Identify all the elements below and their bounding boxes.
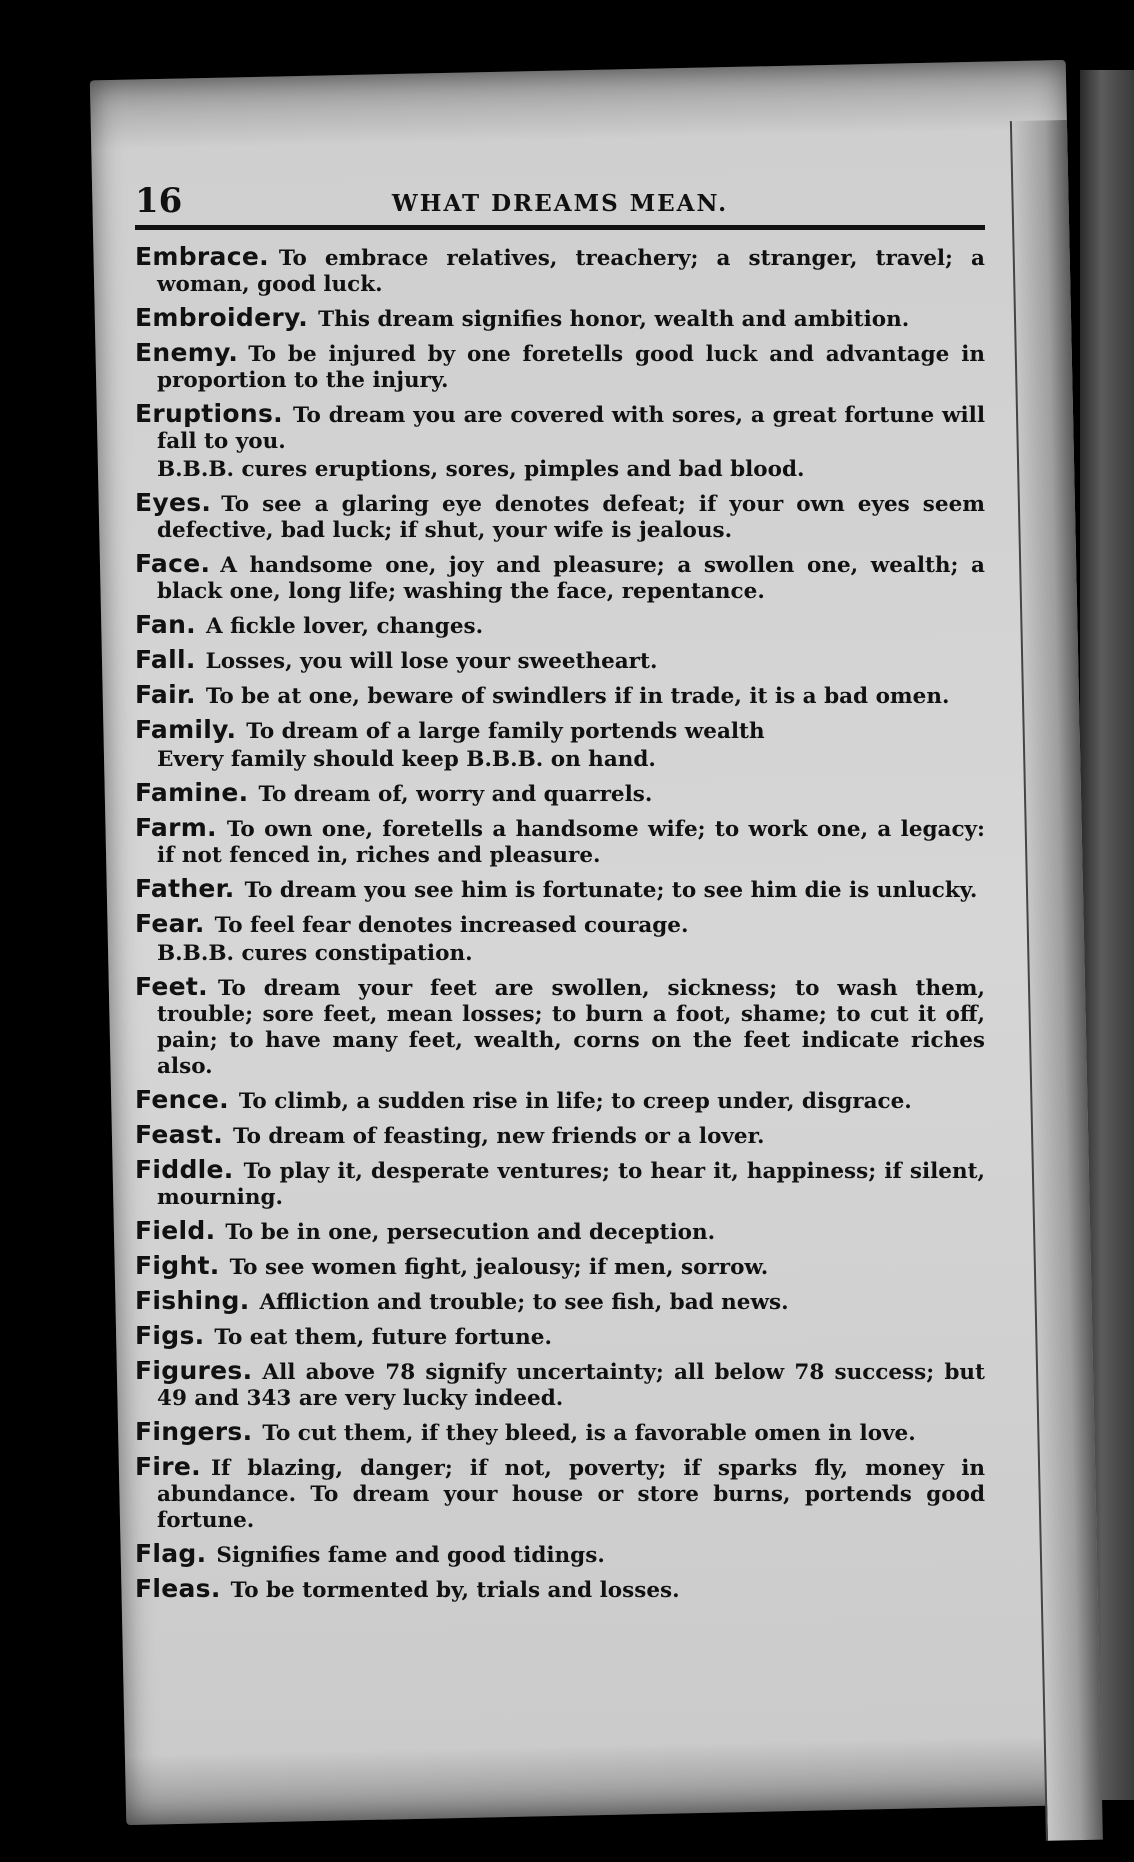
entry-definition: This dream signifies honor, wealth and ambition.: [318, 307, 910, 332]
entry-headword: Flag.: [135, 1539, 207, 1568]
entry-headword: Fiddle.: [135, 1155, 234, 1184]
dream-entry: [135, 1157, 985, 1211]
entry-definition: To own one, foretells a handsome wife; to work one, a legacy: if not fenced in, riches and pleasure.: [157, 817, 985, 868]
entry-definition: A handsome one, joy and pleasure; a swollen one, wealth; a black one, long life; washing the face, repentance.: [157, 553, 985, 604]
entry-definition: A fickle lover, changes.: [205, 614, 484, 639]
entry-headword: Feet.: [135, 972, 208, 1001]
entry-headword: Fair.: [135, 680, 196, 709]
dream-entry: [135, 1419, 985, 1447]
dream-entry: [135, 876, 985, 904]
entry-definition: To be tormented by, trials and losses.: [230, 1578, 680, 1603]
page-content: [135, 175, 985, 1611]
entry-definition: To cut them, if they bleed, is a favorable omen in love.: [262, 1421, 916, 1446]
dream-entry: [135, 911, 985, 967]
entry-definition: To dream your feet are swollen, sickness; to wash them, trouble; sore feet, mean losses; to burn a foot, shame; to cut it off, pain; to have many feet, wealth, corns on the feet indicate riches also.: [157, 976, 985, 1079]
dream-entry: [135, 401, 985, 483]
entry-headword: Fall.: [135, 645, 196, 674]
entry-headword: Fishing.: [135, 1286, 250, 1315]
entry-definition: To be in one, persecution and deception.: [225, 1220, 716, 1245]
entry-headword: Fear.: [135, 909, 205, 938]
entry-headword: Family.: [135, 715, 237, 744]
dream-entry: [135, 1218, 985, 1246]
dream-entry: [135, 340, 985, 394]
entry-headword: Fight.: [135, 1251, 220, 1280]
entry-definition: To dream of a large family portends wealth: [246, 719, 765, 744]
entry-definition: To be at one, beware of swindlers if in trade, it is a bad omen.: [205, 684, 950, 709]
dream-entries-list: [135, 244, 985, 1604]
entry-headword: Fingers.: [135, 1417, 253, 1446]
dream-entry: [135, 1253, 985, 1281]
dream-entry: [135, 647, 985, 675]
entry-definition: To see women fight, jealousy; if men, sorrow.: [229, 1255, 769, 1280]
dream-entry: [135, 1541, 985, 1569]
entry-definition: Losses, you will lose your sweetheart.: [205, 649, 658, 674]
entry-headword: Embrace.: [135, 242, 269, 271]
entry-definition: Signifies fame and good tidings.: [216, 1543, 605, 1568]
entry-definition: To eat them, future fortune.: [214, 1325, 552, 1350]
entry-definition: Affliction and trouble; to see fish, bad news.: [259, 1290, 789, 1315]
dream-entry: [135, 682, 985, 710]
dream-entry: [135, 974, 985, 1080]
entry-definition: To dream you see him is fortunate; to see him die is unlucky.: [244, 878, 978, 903]
entry-headword: Face.: [135, 549, 211, 578]
entry-advertisement-note: B.B.B. cures constipation.: [157, 941, 473, 966]
entry-advertisement-note: Every family should keep B.B.B. on hand.: [157, 747, 656, 772]
entry-advertisement-note: B.B.B. cures eruptions, sores, pimples and bad blood.: [157, 457, 805, 482]
dream-entry: [135, 490, 985, 544]
entry-headword: Father.: [135, 874, 235, 903]
entry-headword: Figs.: [135, 1321, 205, 1350]
entry-headword: Fence.: [135, 1085, 229, 1114]
entry-definition: To be injured by one foretells good luck and advantage in proportion to the injury.: [157, 342, 985, 393]
entry-definition: If blazing, danger; if not, poverty; if sparks fly, money in abundance. To dream your house or store burns, portends good fortune.: [157, 1456, 985, 1533]
entry-definition: All above 78 signify uncertainty; all below 78 success; but 49 and 343 are very lucky indeed.: [157, 1360, 985, 1411]
dream-entry: [135, 244, 985, 298]
dream-entry: [135, 717, 985, 773]
entry-definition: To dream of, worry and quarrels.: [258, 782, 653, 807]
dream-entry: [135, 612, 985, 640]
entry-definition: To dream you are covered with sores, a great fortune will fall to you.: [157, 403, 985, 454]
entry-headword: Fleas.: [135, 1574, 221, 1603]
entry-headword: Feast.: [135, 1120, 224, 1149]
entry-definition: To feel fear denotes increased courage.: [214, 913, 689, 938]
dream-entry: [135, 815, 985, 869]
running-title: WHAT DREAMS MEAN.: [391, 190, 729, 217]
dream-entry: [135, 1576, 985, 1604]
dream-entry: [135, 1122, 985, 1150]
entry-headword: Figures.: [135, 1356, 253, 1385]
dream-entry: [135, 1288, 985, 1316]
entry-headword: Fire.: [135, 1452, 201, 1481]
entry-definition: To see a glaring eye denotes defeat; if your own eyes seem defective, bad luck; if shut, your wife is jealous.: [157, 492, 985, 543]
dream-entry: [135, 1358, 985, 1412]
entry-definition: To play it, desperate ventures; to hear it, happiness; if silent, mourning.: [157, 1159, 985, 1210]
entry-definition: To embrace relatives, treachery; a stranger, travel; a woman, good luck.: [157, 246, 985, 297]
entry-definition: To climb, a sudden rise in life; to creep under, disgrace.: [238, 1089, 912, 1114]
dream-entry: [135, 551, 985, 605]
entry-headword: Eyes.: [135, 488, 212, 517]
page-header: [135, 175, 985, 230]
dream-entry: [135, 780, 985, 808]
entry-headword: Famine.: [135, 778, 249, 807]
dream-entry: [135, 1454, 985, 1534]
dream-entry: [135, 1087, 985, 1115]
entry-definition: To dream of feasting, new friends or a lover.: [233, 1124, 765, 1149]
entry-headword: Eruptions.: [135, 399, 283, 428]
entry-headword: Field.: [135, 1216, 216, 1245]
entry-headword: Farm.: [135, 813, 217, 842]
entry-headword: Embroidery.: [135, 303, 309, 332]
entry-headword: Fan.: [135, 610, 196, 639]
dream-entry: [135, 305, 985, 333]
dream-entry: [135, 1323, 985, 1351]
entry-headword: Enemy.: [135, 338, 239, 367]
page-number: 16: [135, 181, 183, 221]
